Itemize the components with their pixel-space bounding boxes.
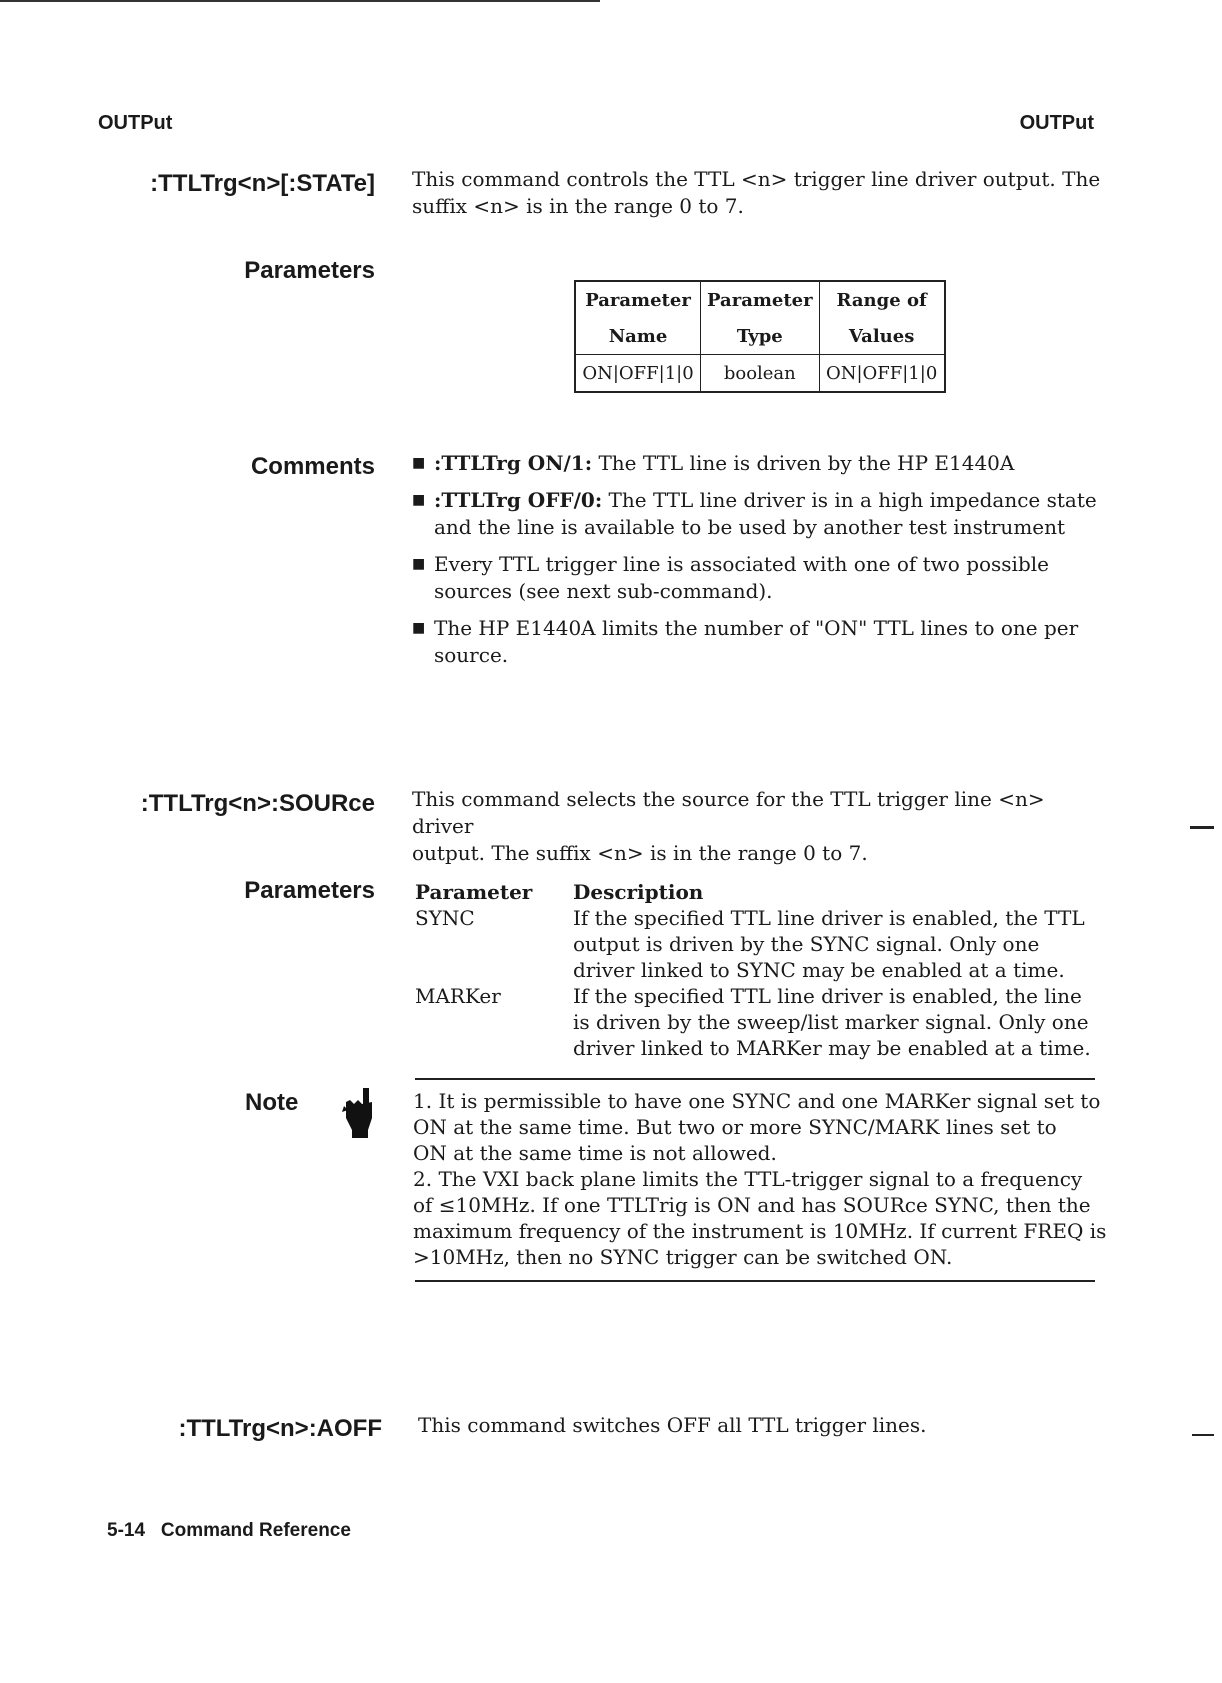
bullet-square-icon: ■ [412,556,426,572]
source-parameters-table [415,879,1103,1061]
list-item [410,487,1110,541]
column-header-parameter: Parameter [415,880,533,904]
table-row [415,905,1103,983]
parameter-description [573,905,1103,983]
source-command-title: :TTLTrg<n>:SOURce [140,790,375,817]
running-header-left: OUTPut [98,112,173,134]
scan-edge-mark [1190,826,1214,829]
source-command-description [412,786,1112,867]
list-item [410,551,1110,605]
source-parameters-label: Parameters [244,877,375,904]
note-line: >10MHz, then no SYNC trigger can be switched ON. [413,1245,953,1269]
table-row [415,983,1103,1061]
comment-text: The TTL line driver is in a high impedance state and the line is available to be used by another test instrument [434,488,1097,539]
note-line: ON at the same time is not allowed. [413,1141,777,1165]
table-header-cell: Name [575,318,701,355]
comment-text: The HP E1440A limits the number of "ON" TTL lines to one per source. [434,616,1079,667]
table-header-row-2 [575,318,945,355]
table-cell: ON|OFF|1|0 [575,355,701,393]
description-line: output is driven by the SYNC signal. Only one [573,932,1040,956]
parameter-name: MARKer [415,984,501,1008]
note-line: 1. It is permissible to have one SYNC and one MARKer signal set to [413,1089,1101,1113]
comments-label: Comments [250,453,375,480]
list-item [410,615,1110,669]
footer [107,1520,351,1542]
table-header-cell: Type [701,318,820,355]
state-parameters-table [574,280,946,393]
note-label: Note [245,1089,299,1116]
table-header-cell: Parameter [701,281,820,318]
parameter-name: SYNC [415,906,475,930]
aoff-command-title: :TTLTrg<n>:AOFF [178,1415,382,1442]
hand-pointing-icon [340,1088,378,1138]
state-command-title: :TTLTrg<n>[:STATe] [150,170,375,197]
comment-keyword: :TTLTrg OFF/0: [434,488,603,512]
state-desc-line-2: suffix <n> is in the range 0 to 7. [412,194,744,218]
bullet-square-icon: ■ [412,620,426,636]
source-table-header [415,879,1103,905]
running-header-right: OUTPut [1019,112,1094,134]
note-text [413,1088,1113,1270]
description-line: driver linked to SYNC may be enabled at a time. [573,958,1065,982]
table-header-cell: Parameter [575,281,701,318]
comment-text: The TTL line is driven by the HP E1440A [592,451,1015,475]
note-bottom-rule [415,1280,1095,1282]
aoff-command-description: This command switches OFF all TTL trigger lines. [418,1413,927,1437]
state-desc-line-1: This command controls the TTL <n> trigger line driver output. The [412,167,1101,191]
table-header-cell: Range of [819,281,945,318]
table-row [575,355,945,393]
parameter-description [573,983,1103,1061]
table-cell: boolean [701,355,820,393]
note-line: ON at the same time. But two or more SYNC/MARK lines set to [413,1115,1057,1139]
note-line: of ≤10MHz. If one TTLTrig is ON and has SOURce SYNC, then the [413,1193,1091,1217]
comment-keyword: :TTLTrg ON/1: [434,451,593,475]
table-header-cell: Values [819,318,945,355]
description-line: If the specified TTL line driver is enabled, the line [573,984,1082,1008]
state-parameters-label: Parameters [244,257,375,284]
column-header-description: Description [573,880,704,904]
scan-edge-mark [1192,1434,1214,1436]
note-line: 2. The VXI back plane limits the TTL-trigger signal to a frequency [413,1167,1083,1191]
table-header-row-1 [575,281,945,318]
bullet-square-icon: ■ [412,455,426,471]
description-line: If the specified TTL line driver is enabled, the TTL [573,906,1085,930]
top-rule [0,0,600,2]
table-cell: ON|OFF|1|0 [819,355,945,393]
description-line: driver linked to MARKer may be enabled at a time. [573,1036,1091,1060]
state-command-description [412,166,1112,220]
note-line: maximum frequency of the instrument is 10MHz. If current FREQ is [413,1219,1107,1243]
source-desc-line-1: This command selects the source for the TTL trigger line <n> driver [412,787,1045,838]
section-name: Command Reference [160,1520,351,1541]
note-top-rule [415,1078,1095,1080]
description-line: is driven by the sweep/list marker signal. Only one [573,1010,1089,1034]
bullet-square-icon: ■ [412,492,426,508]
source-desc-line-2: output. The suffix <n> is in the range 0 to 7. [412,841,868,865]
page-number: 5-14 [107,1520,146,1541]
comments-list [410,450,1110,679]
list-item [410,450,1110,477]
comment-text: Every TTL trigger line is associated with one of two possible sources (see next sub-command). [434,552,1049,603]
